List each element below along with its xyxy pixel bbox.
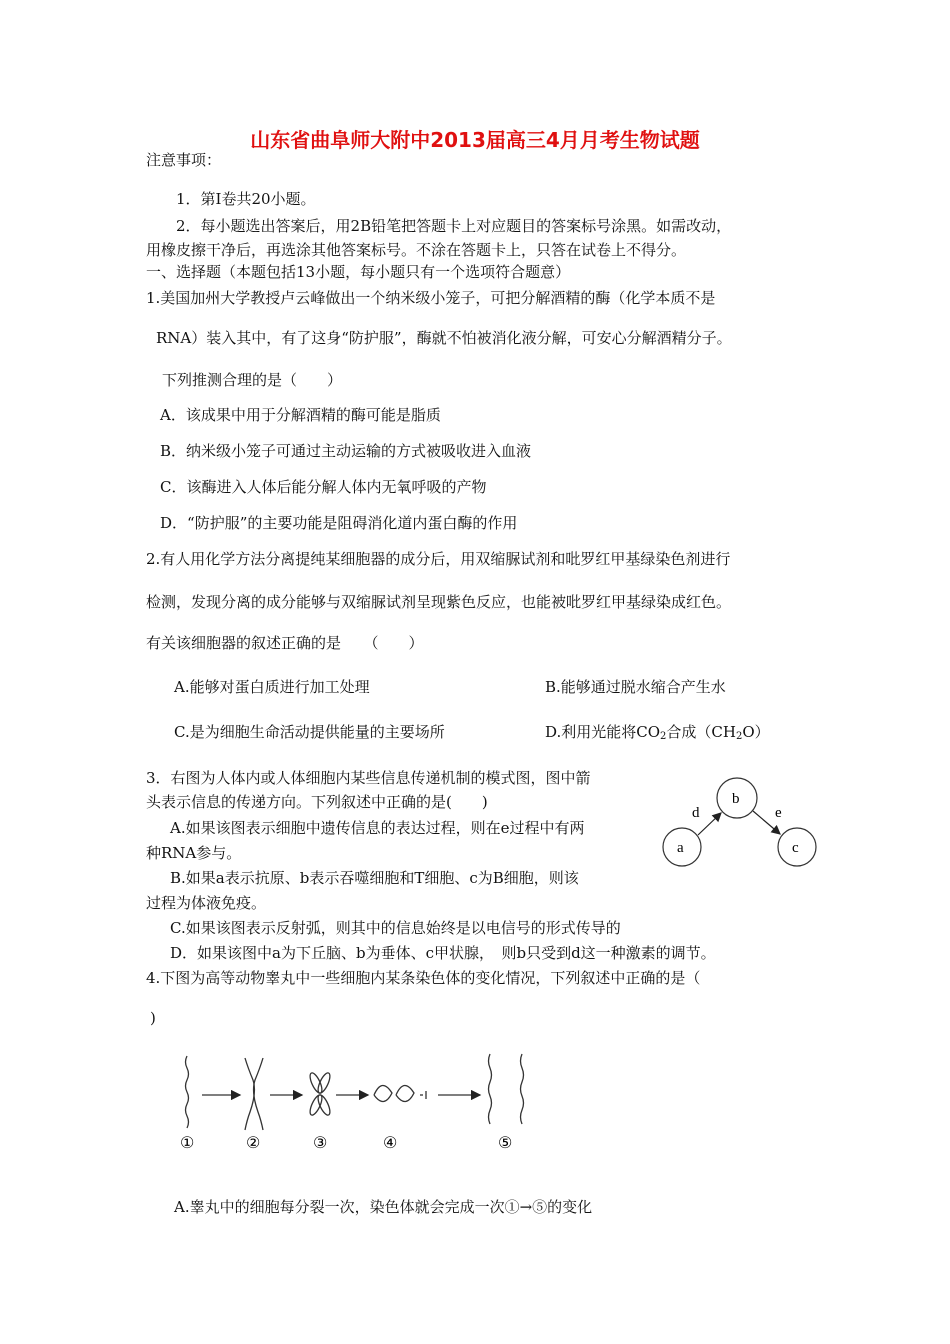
stage-4-chromatid-right [396, 1085, 414, 1101]
arrow-d-label: d [692, 805, 700, 821]
notice-item-2-line-2: 用橡皮擦干净后，再选涂其他答案标号。不涂在答题卡上，只答在试卷上不得分。 [146, 241, 687, 259]
stage-1-chromatin [186, 1056, 189, 1128]
stage-label-1: ① [180, 1135, 195, 1152]
q1-option-b: B．纳米级小笼子可通过主动运输的方式被吸收进入血液 [160, 442, 532, 460]
stage-3-arm-upper-right [316, 1071, 333, 1094]
q2-option-c: C.是为细胞生命活动提供能量的主要场所 [174, 723, 445, 741]
q3-option-c: C.如果该图表示反射弧，则其中的信息始终是以电信号的形式传导的 [170, 919, 621, 937]
stage-label-5: ⑤ [498, 1135, 513, 1152]
q3-stem-line-1: 3．右图为人体内或人体细胞内某些信息传递机制的模式图，图中箭 [146, 769, 591, 787]
q2-stem-line-2: 检测，发现分离的成分能够与双缩脲试剂呈现紫色反应，也能被吡罗红甲基绿染成红色。 [146, 593, 732, 611]
notice-item-2-line-1: 2．每小题选出答案后，用2B铅笔把答题卡上对应题目的答案标号涂黑。如需改动， [176, 217, 732, 235]
q1-stem-line-3: 下列推测合理的是（ ） [162, 371, 343, 389]
notice-heading: 注意事项： [146, 151, 222, 169]
q1-option-a: A．该成果中用于分解酒精的酶可能是脂质 [160, 406, 441, 424]
q4-stem-line-2: ) [150, 1009, 156, 1027]
stage-2-chromatid-right [254, 1058, 263, 1130]
q2-stem-line-1: 2.有人用化学方法分离提纯某细胞器的成分后，用双缩脲试剂和吡罗红甲基绿染色剂进行 [146, 550, 731, 568]
q2-option-a: A.能够对蛋白质进行加工处理 [174, 678, 370, 696]
q3-option-b-line-2: 过程为体液免疫。 [146, 894, 267, 912]
arrow-d [698, 813, 721, 835]
stage-3-arm-lower-right [316, 1093, 333, 1116]
stage-label-2: ② [246, 1135, 261, 1152]
node-b-label: b [732, 791, 740, 807]
stage-5-chromatid-right [521, 1054, 524, 1124]
q3-option-a-line-2: 种RNA参与。 [146, 844, 242, 862]
chromosome-change-diagram [170, 1050, 550, 1155]
node-c-label: c [792, 840, 799, 856]
q3-option-d: D．如果该图中a为下丘脑、b为垂体、c甲状腺， 则b只受到d这一种激素的调节。 [170, 944, 716, 962]
q1-stem-line-1: 1.美国加州大学教授卢云峰做出一个纳米级小笼子，可把分解酒精的酶（化学本质不是 [146, 289, 716, 307]
q3-option-b-line-1: B.如果a表示抗原、b表示吞噬细胞和T细胞、c为B细胞，则该 [170, 869, 579, 887]
q3-stem-line-2: 头表示信息的传递方向。下列叙述中正确的是( ) [146, 793, 488, 811]
q1-option-d: D．“防护服”的主要功能是阻碍消化道内蛋白酶的作用 [160, 514, 518, 532]
node-a-label: a [677, 840, 684, 856]
q1-option-c: C．该酶进入人体后能分解人体内无氧呼吸的产物 [160, 478, 487, 496]
q1-stem-line-2: RNA）装入其中，有了这身“防护服”，酶就不怕被消化液分解，可安心分解酒精分子。 [156, 329, 732, 347]
signal-transfer-diagram [655, 772, 830, 872]
stage-5-chromatid-left [489, 1054, 492, 1124]
stage-2-chromatid-left [245, 1058, 254, 1130]
q4-stem-line-1: 4.下图为高等动物睾丸中一些细胞内某条染色体的变化情况，下列叙述中正确的是（ [146, 969, 701, 987]
stage-3-arm-upper-left [308, 1071, 325, 1094]
stage-label-4: ④ [383, 1135, 398, 1152]
arrow-e-label: e [775, 805, 782, 821]
section-heading: 一、选择题（本题包括13小题，每小题只有一个选项符合题意） [146, 263, 571, 281]
stage-3-arm-lower-left [308, 1093, 325, 1116]
notice-item-1: 1．第Ⅰ卷共20小题。 [176, 190, 316, 208]
stage-label-3: ③ [313, 1135, 328, 1152]
page-title: 山东省曲阜师大附中2013届高三4月月考生物试题 [250, 128, 700, 152]
q4-option-a: A.睾丸中的细胞每分裂一次，染色体就会完成一次①→⑤的变化 [174, 1198, 593, 1216]
q2-option-b: B.能够通过脱水缩合产生水 [545, 678, 726, 696]
q2-stem-line-3: 有关该细胞器的叙述正确的是 （ ） [146, 634, 424, 652]
q3-option-a-line-1: A.如果该图表示细胞中遗传信息的表达过程，则在e过程中有两 [170, 819, 585, 837]
q2-option-d: D.利用光能将$CO_2$合成$(CH_2O)$ [545, 723, 770, 742]
stage-4-chromatid-left [374, 1085, 392, 1101]
